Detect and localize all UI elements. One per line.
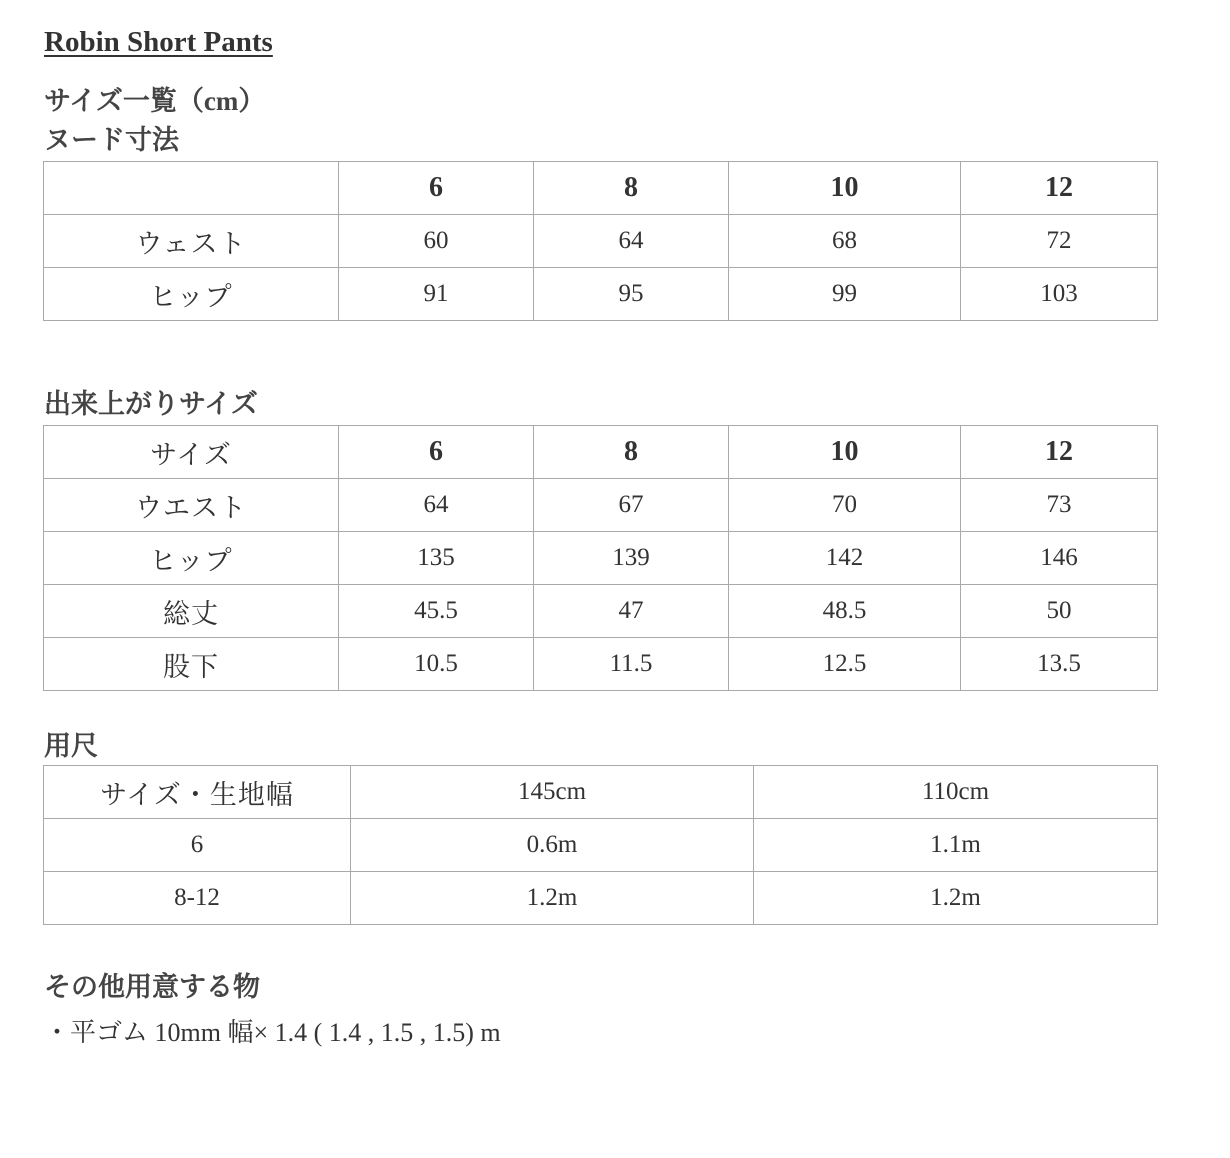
table-cell: 11.5 <box>534 638 729 691</box>
table-cell: 64 <box>339 479 534 532</box>
row-label: 総丈 <box>44 585 339 638</box>
table-cell: 146 <box>961 532 1158 585</box>
row-label: 股下 <box>44 638 339 691</box>
table-header-row <box>44 426 1158 479</box>
table-header-row <box>44 766 1158 819</box>
table-cell: 103 <box>961 268 1158 321</box>
table-cell: 91 <box>339 268 534 321</box>
size-header: 6 <box>339 426 534 479</box>
corner-cell: サイズ <box>44 426 339 479</box>
table-cell: 70 <box>729 479 961 532</box>
table-cell: 12.5 <box>729 638 961 691</box>
table-cell: 72 <box>961 215 1158 268</box>
table-cell: 95 <box>534 268 729 321</box>
row-label: ウエスト <box>44 479 339 532</box>
yardage-table <box>43 765 1158 925</box>
yardage-heading: 用尺 <box>44 731 98 761</box>
table-cell: 135 <box>339 532 534 585</box>
table-cell: 139 <box>534 532 729 585</box>
table-cell: 13.5 <box>961 638 1158 691</box>
size-header: 6 <box>339 162 534 215</box>
table-cell: 1.1m <box>754 819 1158 872</box>
finished-size-table <box>43 425 1158 691</box>
size-header: 10 <box>729 162 961 215</box>
table-cell: 64 <box>534 215 729 268</box>
table-row <box>44 268 1158 321</box>
others-heading: その他用意する物 <box>44 972 260 1002</box>
size-header: 8 <box>534 162 729 215</box>
table-cell: 10.5 <box>339 638 534 691</box>
table-row <box>44 872 1158 925</box>
table-cell: 1.2m <box>754 872 1158 925</box>
table-row <box>44 215 1158 268</box>
nude-size-heading: ヌード寸法 <box>44 125 179 155</box>
table-cell: 0.6m <box>351 819 754 872</box>
page-title: Robin Short Pants <box>44 26 273 58</box>
row-label: 6 <box>44 819 351 872</box>
table-row <box>44 819 1158 872</box>
table-cell: 73 <box>961 479 1158 532</box>
list-item: ・平ゴム 10mm 幅× 1.4 ( 1.4 , 1.5 , 1.5) m <box>44 1018 501 1047</box>
size-header: 12 <box>961 162 1158 215</box>
nude-size-table <box>43 161 1158 321</box>
table-row <box>44 638 1158 691</box>
table-cell: 47 <box>534 585 729 638</box>
row-label: ウェスト <box>44 215 339 268</box>
table-row <box>44 532 1158 585</box>
fabric-width-header: 110cm <box>754 766 1158 819</box>
table-cell: 60 <box>339 215 534 268</box>
fabric-width-header: 145cm <box>351 766 754 819</box>
table-cell: 67 <box>534 479 729 532</box>
table-row <box>44 585 1158 638</box>
row-label: ヒップ <box>44 532 339 585</box>
row-label: 8-12 <box>44 872 351 925</box>
table-cell: 50 <box>961 585 1158 638</box>
table-cell: 68 <box>729 215 961 268</box>
corner-cell <box>44 162 339 215</box>
table-cell: 99 <box>729 268 961 321</box>
table-row <box>44 479 1158 532</box>
table-cell: 45.5 <box>339 585 534 638</box>
size-header: 8 <box>534 426 729 479</box>
size-header: 10 <box>729 426 961 479</box>
table-cell: 142 <box>729 532 961 585</box>
table-cell: 48.5 <box>729 585 961 638</box>
finished-size-heading: 出来上がりサイズ <box>44 389 258 419</box>
size-header: 12 <box>961 426 1158 479</box>
size-list-heading: サイズ一覧（cm） <box>44 86 266 116</box>
row-label: ヒップ <box>44 268 339 321</box>
corner-cell: サイズ・生地幅 <box>44 766 351 819</box>
table-cell: 1.2m <box>351 872 754 925</box>
table-header-row <box>44 162 1158 215</box>
